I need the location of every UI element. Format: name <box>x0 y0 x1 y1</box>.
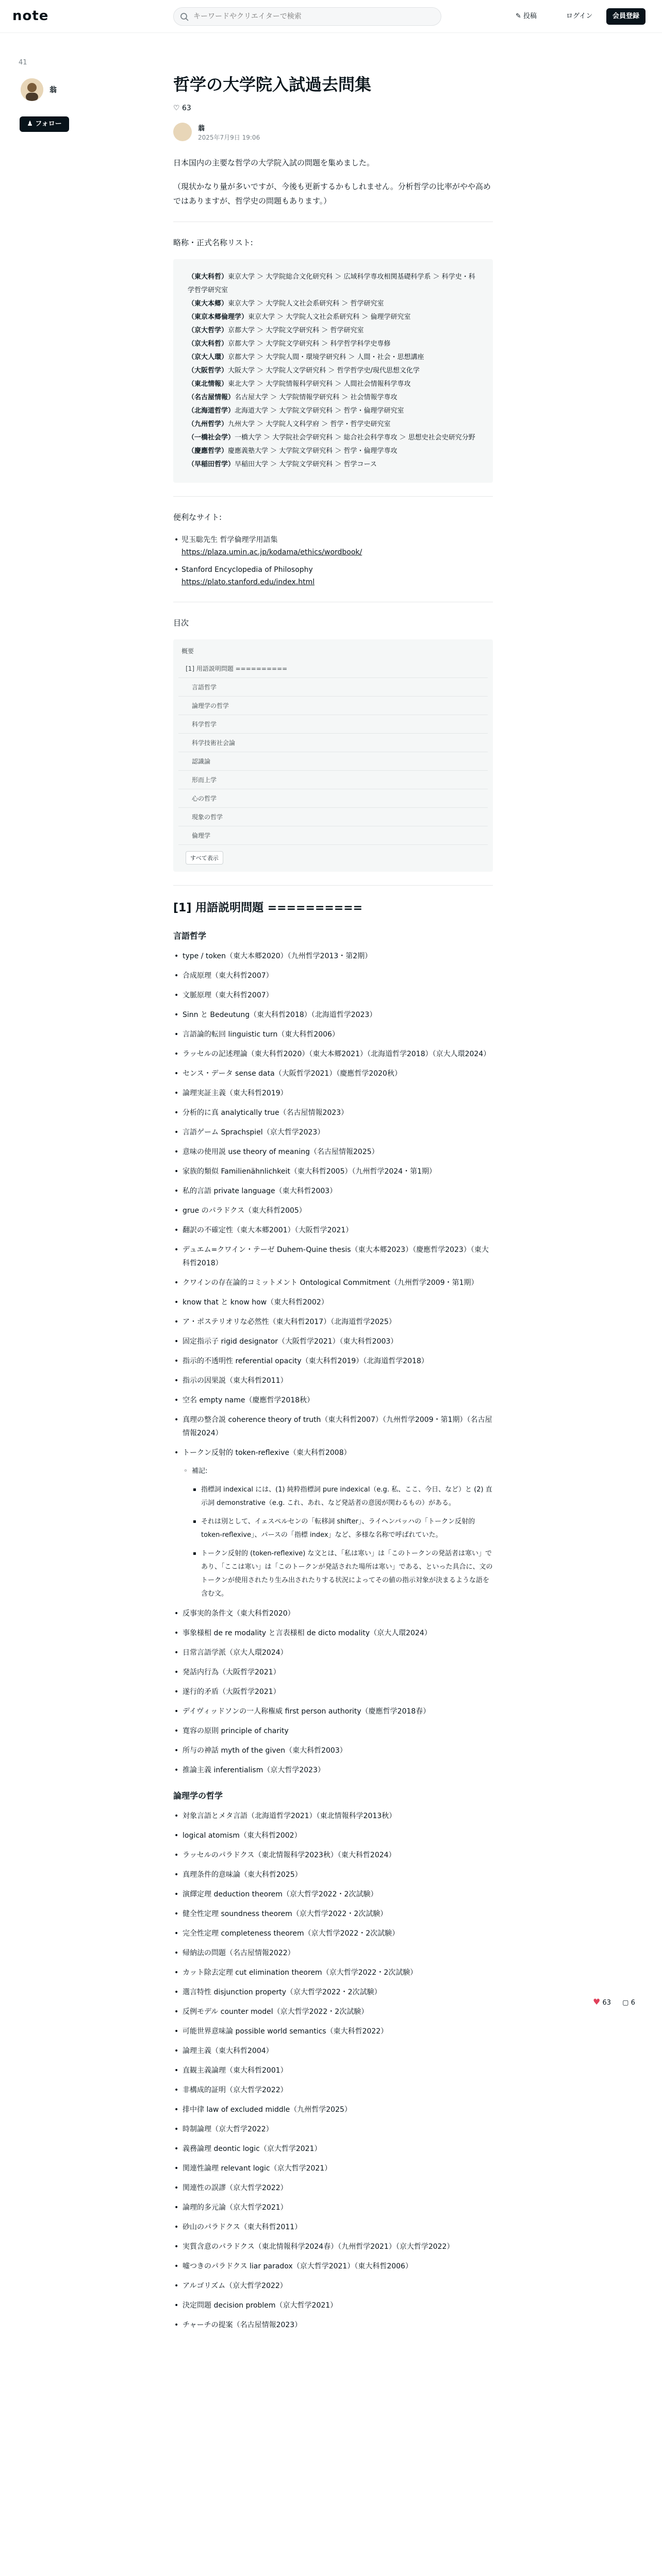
abbr-item <box>188 418 478 431</box>
list-item: • デュエム=クワイン・テーゼ Duhem-Quine thesis（東大本郷2023）（慶應哲学2023）（東大科哲2018） <box>173 1243 493 1270</box>
abbr-item <box>188 404 478 418</box>
list-item: • 直観主義論理（東大科哲2001） <box>173 2064 493 2077</box>
term-list <box>173 950 493 1777</box>
post-button[interactable] <box>516 9 537 24</box>
abbr-value: 早稲田大学 ＞ 大学院文学研究科 ＞ 哲学コース <box>235 461 377 468</box>
abbr-value: 慶應義塾大学 ＞ 大学院文学研究科 ＞ 哲学・倫理学専攻 <box>228 447 398 455</box>
side-like-count: 41 <box>19 59 27 66</box>
link-item <box>173 564 493 588</box>
author-avatar[interactable] <box>21 78 43 101</box>
toc-item[interactable]: 言語哲学 <box>178 678 488 697</box>
nested-item: ▪ トークン反射的 (token-reflexive) な文とは、「私は寒い」は「このトークンの発話者は寒い」であり、「ここは寒い」は「このトークンが発話された場所は寒い」である、といった具合に、文のトークンが使用されたり生み出されたりする状況によってその値の指示対象が決まるような語を含む文。 <box>192 1547 493 1601</box>
list-item: • 指示の因果説（東大科哲2011） <box>173 1374 493 1387</box>
note-logo[interactable]: note <box>12 8 49 24</box>
search-box[interactable] <box>173 7 441 26</box>
abbr-key: （一橋社会学） <box>188 434 235 442</box>
toc-item[interactable]: [1] 用語説明問題 ========== <box>178 659 488 678</box>
list-item: • 関連性の誤謬（京大哲学2022） <box>173 2181 493 2195</box>
list-item: • 所与の神話 myth of the given（東大科哲2003） <box>173 1744 493 1757</box>
toc-heading: 目次 <box>173 618 189 628</box>
list-item: • 言語ゲーム Sprachspiel（京大哲学2023） <box>173 1126 493 1139</box>
list-item: • チャーチの提案（名古屋情報2023） <box>173 2318 493 2332</box>
abbr-value: 九州大学 ＞ 大学院人文科学府 ＞ 哲学・哲学史研究室 <box>228 420 391 428</box>
abbr-key: （東京本郷倫理学） <box>188 313 249 321</box>
list-item: • 義務論理 deontic logic（京大哲学2021） <box>173 2142 493 2156</box>
top-bar <box>0 0 662 33</box>
abbr-value: 東北大学 ＞ 大学院情報科学研究科 ＞ 人間社会情報科学専攻 <box>228 380 411 388</box>
author-row <box>173 122 493 142</box>
like-count: 63 <box>182 104 191 112</box>
abbr-heading: 略称・正式名称リスト: <box>173 238 253 247</box>
list-item: • Sinn と Bedeutung（東大科哲2018）（北海道哲学2023） <box>173 1008 493 1022</box>
link-url[interactable]: https://plaza.umin.ac.jp/kodama/ethics/wordbook/ <box>181 548 362 556</box>
abbr-item <box>188 270 478 297</box>
list-item: • 実質含意のパラドクス（東北情報科学2024春）（九州哲学2021）（京大哲学2022） <box>173 2240 493 2253</box>
abbr-key: （名古屋情報） <box>188 394 235 401</box>
abbr-value: 北海道大学 ＞ 大学院文学研究科 ＞ 哲学・倫理学研究室 <box>235 407 404 415</box>
abbr-value: 京都大学 ＞ 大学院文学研究科 ＞ 哲学研究室 <box>228 327 364 334</box>
abbr-item <box>188 351 478 364</box>
list-item: • 翻訳の不確定性（東大本郷2001）（大阪哲学2021） <box>173 1224 493 1237</box>
search-icon <box>180 12 189 22</box>
link-label: • Stanford Encyclopedia of Philosophy <box>181 566 313 574</box>
link-list <box>173 534 493 588</box>
abbr-item <box>188 337 478 351</box>
abbr-item <box>188 364 478 378</box>
list-item: • 文脈原理（東大科哲2007） <box>173 989 493 1002</box>
list-item: • ア・ポステリオリな必然性（東大科哲2017）（北海道哲学2025） <box>173 1315 493 1329</box>
login-button[interactable]: ログイン <box>566 12 593 20</box>
list-item: • 真理条件的意味論（東大科哲2025） <box>173 1868 493 1882</box>
follow-label: フォロー <box>35 120 62 128</box>
abbr-value: 名古屋大学 ＞ 大学院情報学研究科 ＞ 社会情報学専攻 <box>235 394 398 401</box>
list-item: • 対象言語とメタ言語（北海道哲学2021）（東北情報科学2013秋） <box>173 1809 493 1823</box>
toc-title[interactable]: 概要 <box>181 648 194 655</box>
list-item: • 寛容の原則 principle of charity <box>173 1724 493 1738</box>
comment-icon[interactable]: ▢ <box>622 1999 629 2007</box>
article-title: 哲学の大学院入試過去問集 <box>173 75 372 94</box>
list-item: • 家族的類似 Familienähnlichkeit（東大科哲2005）（九州哲学2024・第1期） <box>173 1165 493 1178</box>
list-item: • 推論主義 inferentialism（京大哲学2023） <box>173 1764 493 1777</box>
list-item: • 論理主義（東大科哲2004） <box>173 2044 493 2058</box>
heart-icon[interactable]: ♥ <box>593 1997 601 2007</box>
heart-outline-icon[interactable]: ♡ <box>173 104 180 112</box>
abbr-value: 一橋大学 ＞ 大学院社会学研究科 ＞ 総合社会科学専攻 ＞ 思想史社会史研究分野 <box>235 434 475 442</box>
toc-item[interactable]: 認識論 <box>178 752 488 771</box>
abbr-item <box>188 391 478 404</box>
list-item: • 嘘つきのパラドクス liar paradox（京大哲学2021）（東大科哲2006） <box>173 2260 493 2273</box>
list-item: • logical atomism（東大科哲2002） <box>173 1829 493 1842</box>
list-item: • 決定問題 decision problem（京大哲学2021） <box>173 2299 493 2312</box>
abbr-key: （京大哲学） <box>188 327 228 334</box>
list-item: • 非構成的証明（京大哲学2022） <box>173 2083 493 2097</box>
follow-button[interactable] <box>20 116 69 132</box>
link-url[interactable]: https://plato.stanford.edu/index.html <box>181 578 315 586</box>
abbr-value: 東京大学 ＞ 大学院人文社会系研究科 ＞ 倫理学研究室 <box>248 313 411 321</box>
abbr-value: 東京大学 ＞ 大学院総合文化研究科 ＞ 広域科学専攻相関基礎科学系 ＞ 科学史・科学哲学研究室 <box>188 273 475 294</box>
list-item: • 選言特性 disjunction property（京大哲学2022・2次試験） <box>173 1986 493 1999</box>
token-item-label: トークン反射的 token-reflexive（東大科哲2008） <box>183 1449 351 1457</box>
abbr-item <box>188 324 478 337</box>
toc-item[interactable]: 科学哲学 <box>178 715 488 734</box>
avatar-illustration <box>21 78 43 101</box>
list-item: • 帰納法の問題（名古屋情報2022） <box>173 1946 493 1960</box>
list-item: • 可能世界意味論 possible world semantics（東大科哲2022） <box>173 2025 493 2038</box>
list-item: • 論理的多元論（京大哲学2021） <box>173 2201 493 2214</box>
abbr-item <box>188 297 478 311</box>
subsection-heading: 論理学の哲学 <box>173 1791 223 1801</box>
list-item: • know that と know how（東大科哲2002） <box>173 1296 493 1309</box>
like-count-row <box>173 104 493 112</box>
abbr-item <box>188 458 478 471</box>
abbr-key: （九州哲学） <box>188 420 228 428</box>
list-item <box>173 1446 493 1601</box>
list-item: • 指示的不透明性 referential opacity（東大科哲2019）（北海道哲学2018） <box>173 1354 493 1368</box>
author-name-small[interactable]: 翁 <box>198 125 205 132</box>
abbr-key: （慶應哲学） <box>188 447 228 455</box>
list-item: • クワインの存在論的コミットメント Ontological Commitment（九州哲学2009・第1期） <box>173 1276 493 1290</box>
abbr-key: （東北情報） <box>188 380 228 388</box>
nested-item <box>183 1465 493 1601</box>
abbr-key: （京大人環） <box>188 353 228 361</box>
nested-item: ▪ それは別として、イェスペルセンの「転移詞 shifter」、ライヘンバッハの「トークン反射的 token-reflexive」、パースの「指標 index」など、多様な名称で呼ばれていた。 <box>192 1515 493 1542</box>
abbr-item <box>188 431 478 445</box>
intro-paragraph: 日本国内の主要な哲学の大学院入試の問題を集めました。 <box>173 158 375 167</box>
abbr-value: 京都大学 ＞ 大学院人間・環境学研究科 ＞ 人間・社会・思想講座 <box>228 353 424 361</box>
list-item: • 排中律 law of excluded middle（九州哲学2025） <box>173 2103 493 2116</box>
list-item: • センス・データ sense data（大阪哲学2021）（慶應哲学2020秋） <box>173 1067 493 1080</box>
list-item: • 演繹定理 deduction theorem（京大哲学2022・2次試験） <box>173 1888 493 1901</box>
abbr-key: （大阪哲学） <box>188 367 228 375</box>
search-input[interactable] <box>193 8 436 25</box>
abbr-key: （早稲田哲学） <box>188 461 235 468</box>
abbr-value: 大阪大学 ＞ 大学院人文学研究科 ＞ 哲学哲学史/現代思想文化学 <box>228 367 420 375</box>
list-item: • 発話内行為（大阪哲学2021） <box>173 1666 493 1679</box>
toc-item[interactable]: 心の哲学 <box>178 789 488 808</box>
list-item: • type / token（東大本郷2020）（九州哲学2013・第2期） <box>173 950 493 963</box>
divider <box>173 496 493 497</box>
list-item: • 言語論的転回 linguistic turn（東大科哲2006） <box>173 1028 493 1041</box>
list-item: • 砂山のパラドクス（東大科哲2011） <box>173 2221 493 2234</box>
list-item: • 反事実的条件文（東大科哲2020） <box>173 1607 493 1620</box>
list-item: • 固定指示子 rigid designator（大阪哲学2021）（東大科哲2003） <box>173 1335 493 1348</box>
abbr-item <box>188 378 478 391</box>
publish-date: 2025年7月9日 19:06 <box>198 134 260 141</box>
author-name[interactable]: 翁 <box>49 86 57 94</box>
links-heading: 便利なサイト: <box>173 513 222 522</box>
list-item: • 反例モデル counter model（京大哲学2022・2次試験） <box>173 2005 493 2019</box>
note-label: 補記: <box>192 1467 208 1475</box>
list-item: • 関連性論理 relevant logic（京大哲学2021） <box>173 2162 493 2175</box>
author-avatar-small[interactable] <box>173 123 192 141</box>
float-comment-count: 6 <box>631 1999 635 2007</box>
list-item: • 真理の整合説 coherence theory of truth（東大科哲2007）（九州哲学2009・第1期）（名古屋情報2024） <box>173 1413 493 1440</box>
list-item: • デイヴィッドソンの一人称権威 first person authority（慶應哲学2018春） <box>173 1705 493 1718</box>
abbr-key: （東大本郷） <box>188 300 228 308</box>
list-item: • grue のパラドクス（東大科哲2005） <box>173 1204 493 1217</box>
nested-item: ▪ 指標詞 indexical には、(1) 純粋指標詞 pure indexical（e.g. 私、ここ、今日、など）と (2) 直示詞 demonstrative（e.g. これ、あれ、など発話者の意図が関わるもの）がある。 <box>192 1483 493 1510</box>
floating-actions <box>593 1997 635 2007</box>
link-label: • 児玉聡先生 哲学倫理学用語集 <box>181 536 278 544</box>
list-item: • 意味の使用説 use theory of meaning（名古屋情報2025） <box>173 1145 493 1159</box>
table-of-contents <box>173 639 493 872</box>
list-item: • 私的言語 private language（東大科哲2003） <box>173 1184 493 1198</box>
nested-list <box>192 1483 493 1601</box>
section-heading: [1] 用語説明問題 ========== <box>173 902 363 914</box>
subsection-heading: 言語哲学 <box>173 931 207 941</box>
toc-item[interactable]: 形而上学 <box>178 771 488 789</box>
pencil-icon: ✎ <box>516 12 524 20</box>
list-item: • カット除去定理 cut elimination theorem（京大哲学2022・2次試験） <box>173 1966 493 1979</box>
person-plus-icon: ♟ <box>27 120 36 128</box>
list-item: • 遂行的矛盾（大阪哲学2021） <box>173 1685 493 1699</box>
list-item: • 時制論理（京大哲学2022） <box>173 2123 493 2136</box>
abbr-list <box>173 259 493 483</box>
list-item: • 論理実証主義（東大科哲2019） <box>173 1087 493 1100</box>
list-item: • 分析的に真 analytically true（名古屋情報2023） <box>173 1106 493 1120</box>
divider <box>173 885 493 886</box>
abbr-value: 京都大学 ＞ 大学院文学研究科 ＞ 科学哲学科学史専修 <box>228 340 391 348</box>
toc-item[interactable]: 現象の哲学 <box>178 808 488 826</box>
abbr-key: （東大科哲） <box>188 273 228 281</box>
abbr-key: （京大科哲） <box>188 340 228 348</box>
list-item: • 事象様相 de re modality と言表様相 de dicto modality（京大人環2024） <box>173 1626 493 1640</box>
float-like-count: 63 <box>602 1999 611 2007</box>
link-item <box>173 534 493 558</box>
abbr-item <box>188 311 478 324</box>
term-list <box>173 1809 493 2332</box>
nested-list <box>183 1465 493 1601</box>
abbr-key: （北海道哲学） <box>188 407 235 415</box>
list-item: • 日常言語学派（京大人環2024） <box>173 1646 493 1659</box>
toc-item[interactable]: 倫理学 <box>178 826 488 845</box>
signup-button[interactable]: 会員登録 <box>606 8 646 25</box>
list-item: • 健全性定理 soundness theorem（京大哲学2022・2次試験） <box>173 1907 493 1921</box>
toc-item[interactable]: 科学技術社会論 <box>178 734 488 752</box>
abbr-item <box>188 445 478 458</box>
toc-item[interactable]: 論理学の哲学 <box>178 697 488 715</box>
list-item: • ラッセルの記述理論（東大科哲2020）（東大本郷2021）（北海道哲学2018）（京大人環2024） <box>173 1047 493 1061</box>
toc-show-all-button[interactable]: すべて表示 <box>186 851 223 865</box>
intro-note: （現状かなり量が多いですが、今後も更新するかもしれません。分析哲学の比率がやや高めではありますが、哲学史の問題もあります。） <box>173 182 491 206</box>
list-item: • 合成原理（東大科哲2007） <box>173 969 493 982</box>
list-item: • アルゴリズム（京大哲学2022） <box>173 2279 493 2293</box>
list-item: • 完全性定理 completeness theorem（京大哲学2022・2次試験） <box>173 1927 493 1940</box>
article <box>173 72 493 2338</box>
post-label: 投稿 <box>523 12 537 20</box>
list-item: • ラッセルのパラドクス（東北情報科学2023秋）（東大科哲2024） <box>173 1849 493 1862</box>
list-item: • 空名 empty name（慶應哲学2018秋） <box>173 1394 493 1407</box>
abbr-value: 東京大学 ＞ 大学院人文社会系研究科 ＞ 哲学研究室 <box>228 300 384 308</box>
